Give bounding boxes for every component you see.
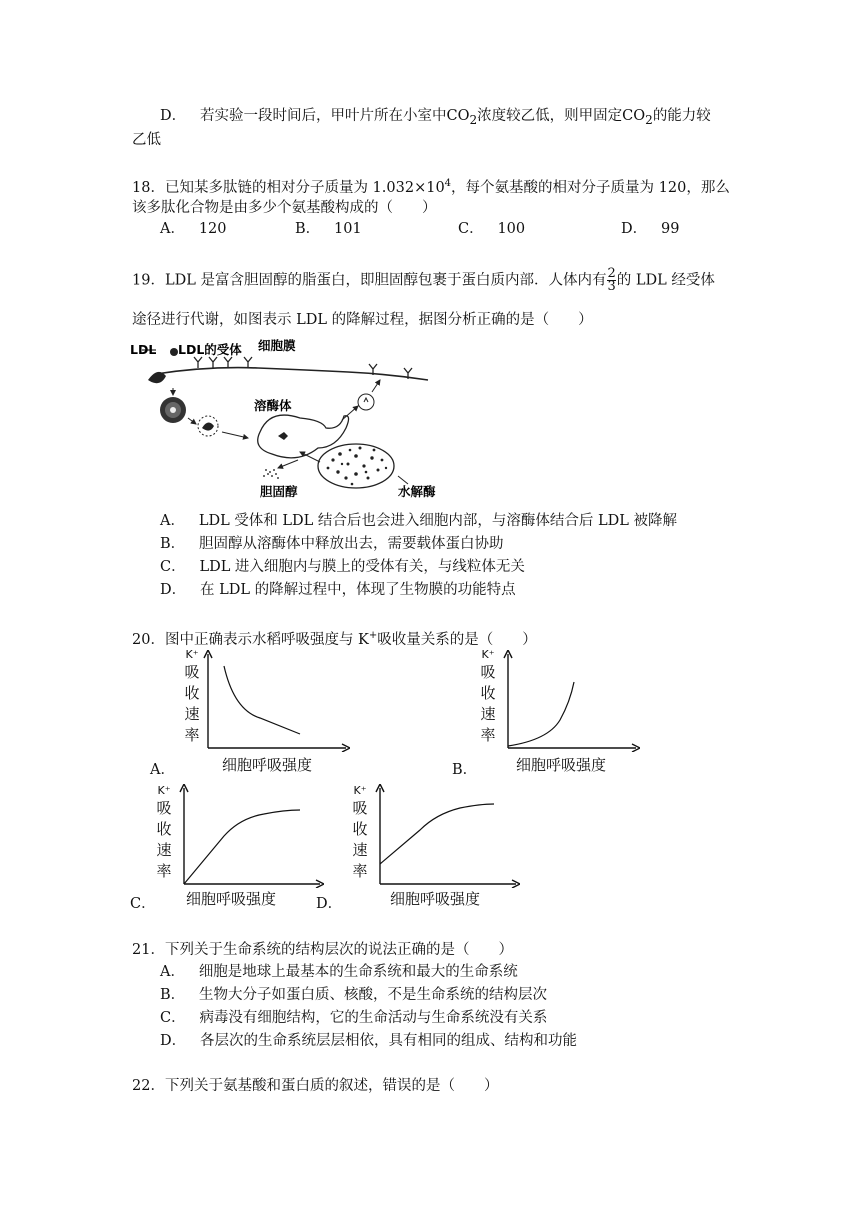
panel-c-xlabel: 细胞呼吸强度	[186, 890, 277, 908]
ylabel-char: 收	[352, 820, 368, 838]
q19-option-d[interactable]	[160, 579, 516, 601]
panel-c-graph	[174, 784, 324, 888]
ylabel-char: 吸	[480, 663, 496, 681]
option-text: 在 LDL 的降解过程中，体现了生物膜的功能特点	[199, 582, 516, 598]
ylabel-char: 率	[156, 862, 172, 880]
stem-text: 的 LDL 经受体	[616, 272, 715, 289]
q18-option-a[interactable]	[160, 218, 227, 240]
stem-text: ，每个氨基酸的相对分子质量为 120，那么	[451, 179, 730, 196]
stem-text: 吸收量关系的是（ ）	[377, 631, 537, 648]
ylabel-char: 率	[352, 862, 368, 880]
q19-option-c[interactable]	[160, 556, 525, 578]
curve-exponential	[508, 682, 574, 746]
option-text: 各层次的生命系统层层相依，具有相同的组成、结构和功能	[199, 1033, 577, 1049]
ylabel-char: 速	[156, 841, 172, 859]
panel-a-letter[interactable]: A．	[150, 762, 175, 778]
subscript: 2	[645, 112, 653, 127]
option-letter: C．	[160, 1010, 186, 1026]
q19-stem-line2: 途径进行代谢，如图表示 LDL 的降解过程，据图分析正确的是（ ）	[132, 312, 593, 328]
ylabel-char: 吸	[156, 799, 172, 817]
ylabel-char: 收	[156, 820, 172, 838]
option-letter: A．	[160, 221, 185, 237]
ylabel-char: 速	[184, 705, 200, 723]
enzyme-dots	[327, 447, 388, 486]
option-text: 细胞是地球上最基本的生命系统和最大的生命系统	[198, 964, 518, 980]
q21-option-c[interactable]	[160, 1007, 547, 1029]
option-text: LDL 进入细胞内与膜上的受体有关，与线粒体无关	[199, 559, 525, 575]
ylabel-char: 率	[480, 726, 496, 744]
ylabel-char: 吸	[352, 799, 368, 817]
panel-b-letter[interactable]: B．	[452, 762, 478, 778]
curve-saturating-offset	[380, 804, 494, 864]
q21-stem: 21．下列关于生命系统的结构层次的说法正确的是（ ）	[132, 942, 513, 958]
option-text: 病毒没有细胞结构，它的生命活动与生命系统没有关系	[199, 1010, 548, 1026]
q19-stem-line1	[132, 268, 715, 293]
ylabel-char: 速	[480, 705, 496, 723]
option-text: 若实验一段时间后，甲叶片所在小室中	[199, 108, 447, 124]
panel-b-graph	[500, 650, 640, 752]
receptor-label: LDL的受体	[178, 342, 242, 357]
option-letter: C．	[458, 221, 484, 237]
ylabel-char: 速	[352, 841, 368, 859]
exponent: 4	[444, 178, 452, 189]
option-letter: C．	[160, 559, 186, 575]
lysosome	[258, 415, 349, 458]
fraction-numerator: 2	[607, 266, 616, 281]
hydrolase-vesicle	[318, 444, 394, 488]
panel-c-letter[interactable]: C．	[130, 896, 156, 912]
q21-option-d[interactable]	[160, 1030, 577, 1052]
panel-d-xlabel: 细胞呼吸强度	[390, 890, 481, 908]
q17-option-d-line2: 乙低	[132, 132, 161, 148]
panel-d-letter[interactable]: D．	[316, 896, 343, 912]
co2-formula: CO	[622, 108, 646, 124]
option-letter: B．	[160, 536, 186, 552]
superscript: +	[368, 630, 378, 641]
co2-formula: CO	[446, 108, 470, 124]
stem-text: 18．已知某多肽链的相对分子质量为 1.032×10	[132, 179, 445, 196]
ldl-label: LDL	[130, 342, 157, 357]
ylabel-ion: K⁺	[157, 784, 171, 797]
option-text: 的能力较	[652, 108, 711, 124]
q21-option-b[interactable]	[160, 984, 547, 1006]
q21-option-a[interactable]	[160, 961, 518, 983]
q22-stem: 22．下列关于氨基酸和蛋白质的叙述，错误的是（ ）	[132, 1078, 499, 1094]
q18-option-b[interactable]	[295, 218, 362, 240]
ylabel-ion: K⁺	[185, 648, 199, 661]
ylabel-char: 吸	[184, 663, 200, 681]
ylabel-char: 收	[184, 684, 200, 702]
option-letter: D．	[160, 1033, 187, 1049]
membrane-label: 细胞膜	[258, 338, 296, 353]
ylabel-char: 率	[184, 726, 200, 744]
panel-c-ylabel	[152, 784, 176, 882]
fraction	[607, 268, 615, 293]
ylabel-char: 收	[480, 684, 496, 702]
panel-a-graph	[200, 650, 350, 752]
q18-option-d[interactable]	[621, 218, 679, 240]
option-text: 99	[660, 221, 680, 237]
option-text: 101	[333, 221, 362, 237]
ylabel-ion: K⁺	[353, 784, 367, 797]
q17-option-d-line1	[160, 104, 711, 132]
cell-membrane	[156, 368, 428, 380]
recycling-vesicle	[358, 394, 374, 410]
q19-option-a[interactable]	[160, 510, 677, 532]
option-letter: B．	[295, 221, 321, 237]
panel-d-ylabel	[348, 784, 372, 882]
ylabel-ion: K⁺	[481, 648, 495, 661]
panel-b-xlabel: 细胞呼吸强度	[516, 756, 607, 774]
option-text: 胆固醇从溶酶体中释放出去，需要载体蛋白协助	[198, 536, 504, 552]
option-letter: D．	[621, 221, 648, 237]
option-letter: D．	[160, 108, 187, 124]
curve-decreasing	[224, 666, 300, 734]
option-text: 120	[198, 221, 227, 237]
panel-a-xlabel: 细胞呼吸强度	[222, 756, 313, 774]
lysosome-label: 溶酶体	[254, 398, 292, 413]
q18-option-c[interactable]	[458, 218, 525, 240]
panel-d-graph	[370, 784, 520, 888]
option-letter: D．	[160, 582, 187, 598]
hydrolase-label: 水解酶	[398, 484, 436, 499]
subscript: 2	[469, 112, 478, 127]
ldl-degradation-diagram	[128, 336, 448, 500]
panel-b-ylabel	[476, 648, 500, 746]
fraction-denominator: 3	[607, 279, 616, 294]
option-letter: A．	[160, 513, 185, 529]
stem-text: 19．LDL 是富含胆固醇的脂蛋白，即胆固醇包裹于蛋白质内部．人体内有	[132, 272, 607, 289]
option-letter: A．	[160, 964, 185, 980]
option-text: 生物大分子如蛋白质、核酸，不是生命系统的结构层次	[198, 987, 547, 1003]
cholesterol-dots	[263, 469, 279, 479]
cholesterol-label: 胆固醇	[260, 484, 298, 499]
option-text: 100	[497, 221, 526, 237]
option-text: LDL 受体和 LDL 结合后也会进入细胞内部，与溶酶体结合后 LDL 被降解	[198, 513, 678, 529]
stem-text: 20．图中正确表示水稻呼吸强度与 K	[132, 631, 369, 648]
q19-option-b[interactable]	[160, 533, 503, 555]
curve-saturating-origin	[184, 810, 300, 884]
option-letter: B．	[160, 987, 186, 1003]
q18-stem-line2: 该多肽化合物是由多少个氨基酸构成的（ ）	[132, 200, 437, 216]
option-text: 浓度较乙低，则甲固定	[477, 108, 623, 124]
